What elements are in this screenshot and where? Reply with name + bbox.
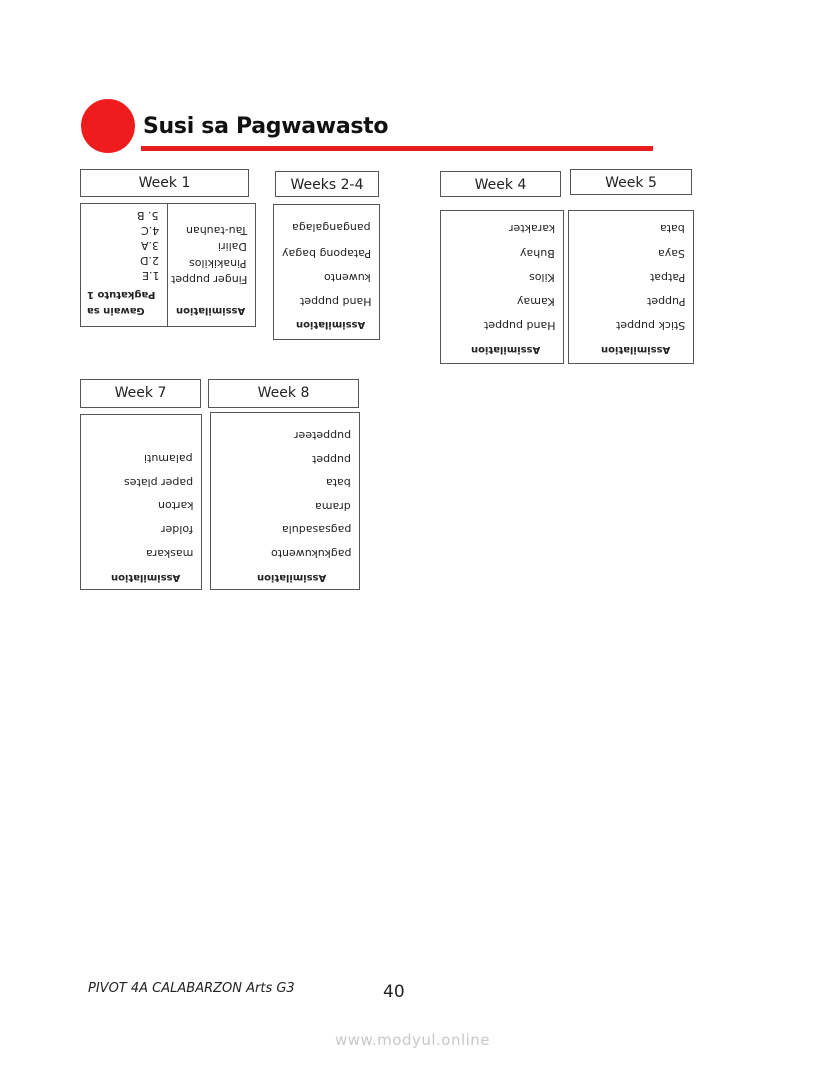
list-item: Buhay (520, 247, 555, 260)
week-5-label: Week 5 (570, 169, 692, 195)
list-item: folder (161, 523, 193, 536)
red-circle-icon (81, 99, 135, 153)
week-7-answer-box (80, 414, 202, 590)
list-item: Finger puppet (170, 273, 247, 286)
list-item: Hand puppet (483, 319, 555, 332)
column-heading: Assimilation (176, 305, 246, 316)
page-number: 40 (383, 982, 405, 1002)
week-8-column (211, 413, 359, 589)
watermark: www.modyul.online (334, 1031, 491, 1049)
list-item: pagkukuwento (270, 547, 351, 560)
week-1-answer-box (80, 203, 256, 327)
week-1-label: Week 1 (80, 169, 249, 197)
list-item: Kilos (529, 271, 555, 284)
week-5-answer-box (568, 210, 694, 364)
week-8-answer-box (210, 412, 360, 590)
list-item: palamuti (144, 452, 193, 465)
list-item: karton (157, 499, 193, 512)
list-item: Tau-tauhan (185, 224, 247, 237)
list-item: Hand puppet (299, 295, 371, 308)
week-5-column (569, 211, 693, 363)
week-8-label: Week 8 (208, 379, 359, 408)
list-item: 4.C (140, 224, 159, 237)
column-heading: Assimilation (471, 344, 541, 355)
week-4-answer-box (440, 210, 564, 364)
list-item: puppeteer (293, 429, 351, 442)
list-item: maskara (145, 547, 193, 560)
list-item: drama (315, 500, 351, 513)
column-heading: Assimilation (296, 319, 366, 330)
week-7-column (81, 415, 201, 589)
list-item: bata (326, 476, 351, 489)
list-item: Patpat (649, 271, 685, 284)
column-heading: Assimilation (601, 344, 671, 355)
title-underline (141, 146, 653, 151)
list-item: Puppet (646, 295, 685, 308)
week-1-assimilation-column (168, 204, 255, 326)
list-item: Pinakikilos (189, 257, 247, 270)
column-heading: Pagkatuto 1 (87, 289, 156, 300)
list-item: bata (660, 222, 685, 235)
weeks-2-4-label: Weeks 2-4 (275, 171, 379, 197)
list-item: pangangalaga (292, 221, 371, 234)
list-item: pagsasadula (281, 523, 351, 536)
list-item: 3.A (140, 239, 159, 252)
week-7-label: Week 7 (80, 379, 201, 408)
list-item: puppet (312, 453, 351, 466)
footer-source: PIVOT 4A CALABARZON Arts G3 (88, 981, 295, 996)
list-item: karakter (508, 222, 555, 235)
column-heading: Assimilation (111, 572, 181, 583)
list-item: Patapong bagay (281, 247, 371, 260)
list-item: 5. B (137, 209, 159, 222)
column-heading: Gawain sa (87, 305, 145, 316)
week-1-gawain-column (81, 204, 167, 326)
list-item: 1.E (141, 269, 159, 282)
list-item: paper plates (123, 476, 193, 489)
list-item: Saya (658, 247, 685, 260)
weeks-2-4-answer-box (273, 204, 380, 340)
weeks-2-4-column (274, 205, 379, 339)
list-item: Daliri (218, 240, 247, 253)
week-4-column (441, 211, 563, 363)
list-item: Kamay (517, 295, 555, 308)
list-item: 2.D (140, 254, 159, 267)
page-title: Susi sa Pagwawasto (143, 114, 389, 139)
column-heading: Assimilation (257, 572, 327, 583)
list-item: kuwento (324, 271, 371, 284)
week-4-label: Week 4 (440, 171, 561, 197)
list-item: Stick puppet (615, 319, 685, 332)
